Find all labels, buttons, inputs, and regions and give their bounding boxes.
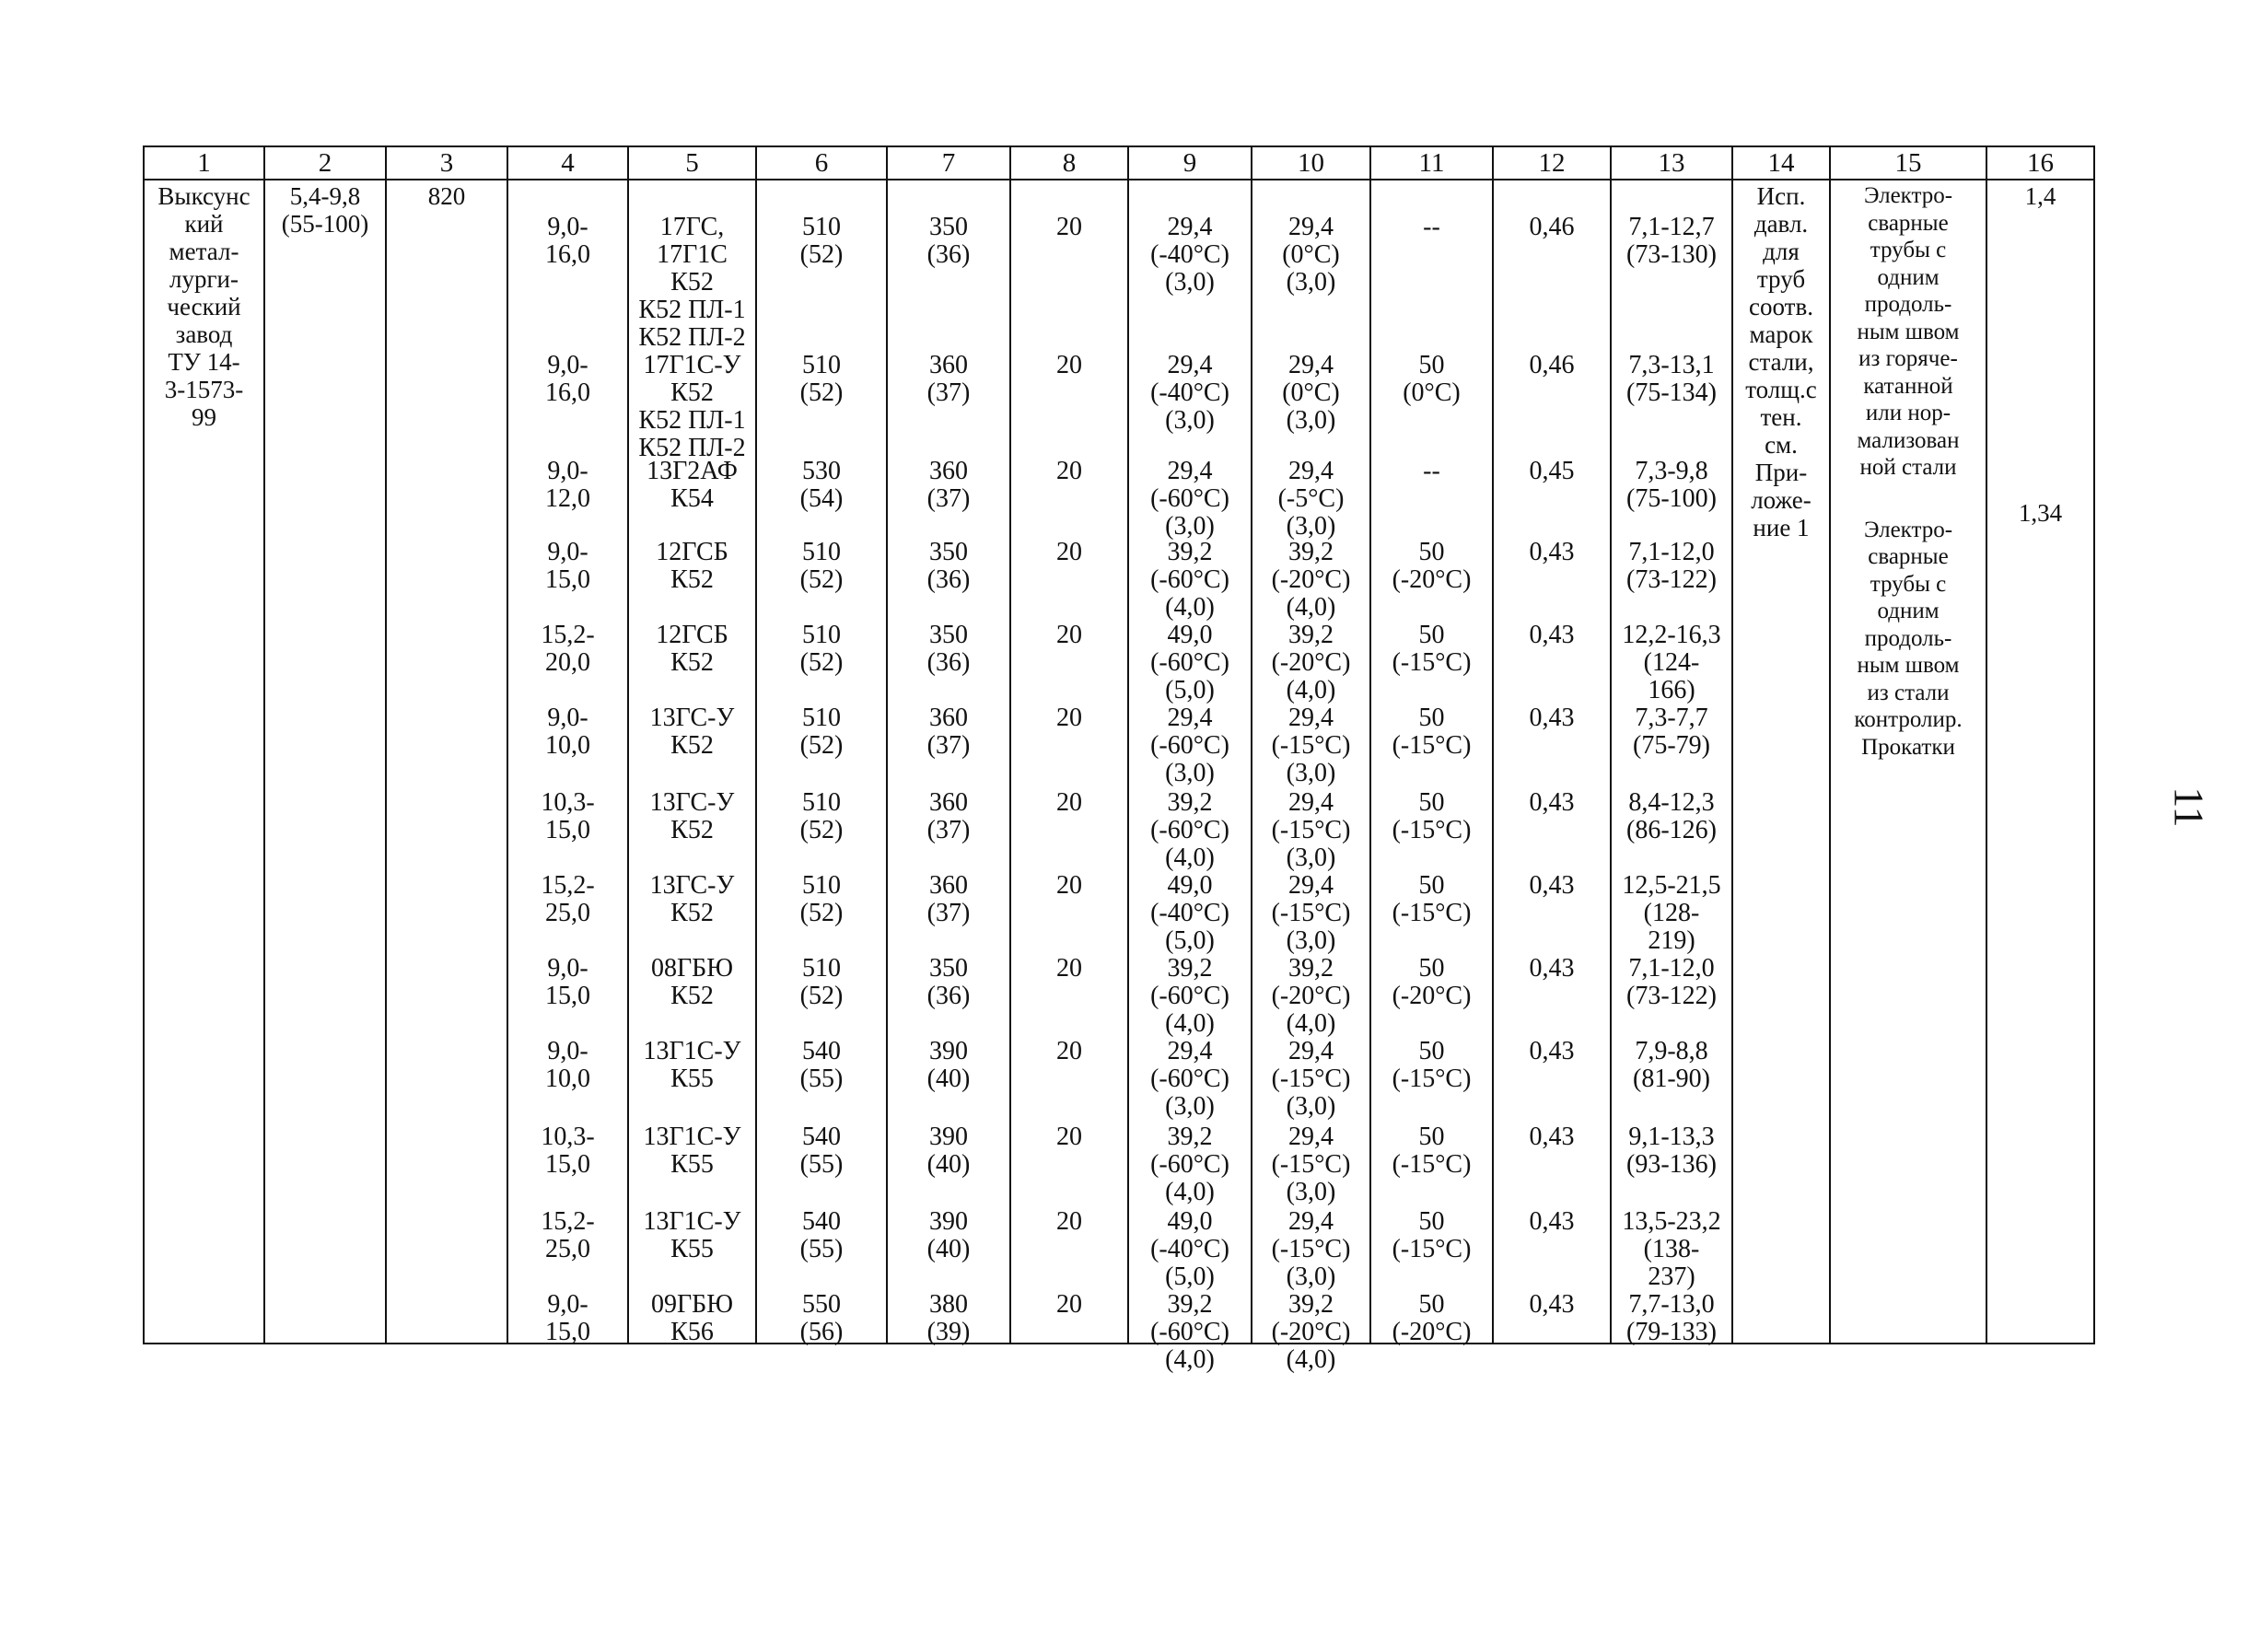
impact-base-value: 39,2 (-60°С) (4,0)	[1150, 1123, 1229, 1206]
pipe-spec-table	[143, 145, 2095, 1374]
elongation-value: 20	[1056, 954, 1082, 983]
yield-strength-column	[887, 180, 1010, 1344]
elongation-value: 20	[1056, 621, 1082, 649]
carbon-equivalent-value: 0,43	[1529, 788, 1575, 817]
column-number-row	[144, 146, 2094, 180]
wall-thickness-value: 9,0- 12,0	[545, 457, 590, 513]
pipe-type-cell	[1830, 180, 1986, 1344]
elongation-value: 20	[1056, 351, 1082, 379]
yield-strength-value: 350 (36)	[926, 538, 971, 594]
impact-weld-value: 29,4 (-15°С) (3,0)	[1271, 788, 1351, 872]
tensile-strength-value: 530 (54)	[799, 457, 844, 513]
impact-base-value: 29,4 (-40°С) (3,0)	[1150, 213, 1229, 297]
tensile-strength-value: 510 (52)	[799, 954, 844, 1010]
pressure-note: Исп. давл. для труб соотв. марок стали, толщ.с тен. см. При- ложе- ние 1	[1745, 182, 1817, 541]
carbon-equivalent-value: 0,43	[1529, 871, 1575, 900]
carbon-equivalent-value: 0,43	[1529, 1207, 1575, 1236]
col-header-6: 6	[756, 146, 887, 180]
carbon-equivalent-value: 0,43	[1529, 954, 1575, 983]
steel-grade-value: 17ГС, 17Г1С К52 К52 ПЛ-1 К52 ПЛ-2	[638, 213, 746, 352]
wall-thickness-value: 9,0- 16,0	[545, 351, 590, 407]
tensile-strength-value: 540 (55)	[799, 1123, 844, 1179]
col-header-5: 5	[628, 146, 756, 180]
page-number: 11	[2165, 786, 2213, 828]
carbon-equivalent-value: 0,43	[1529, 704, 1575, 732]
steel-grade-value: 13Г1С-У К55	[643, 1037, 741, 1093]
elongation-value: 20	[1056, 1123, 1082, 1151]
impact-weld-value: 39,2 (-20°С) (4,0)	[1271, 621, 1351, 704]
yield-strength-value: 390 (40)	[926, 1123, 971, 1179]
steel-grade-value: 13ГС-У К52	[649, 871, 735, 927]
test-pressure-value: 8,4-12,3 (86-126)	[1626, 788, 1717, 844]
elongation-value: 20	[1056, 1207, 1082, 1236]
wall-thickness-value: 9,0- 10,0	[545, 1037, 590, 1093]
carbon-equivalent-value: 0,45	[1529, 457, 1575, 485]
yield-strength-value: 360 (37)	[926, 351, 971, 407]
test-pressure-value: 7,1-12,7 (73-130)	[1626, 213, 1717, 269]
yield-strength-value: 360 (37)	[926, 788, 971, 844]
steel-grade-value: 08ГБЮ К52	[650, 954, 734, 1010]
col-header-3: 3	[386, 146, 507, 180]
elongation-value: 20	[1056, 213, 1082, 241]
shear-area-value: 50 (0°С)	[1403, 351, 1461, 407]
wall-thickness-value: 15,2- 25,0	[541, 871, 595, 927]
wall-thickness-value: 9,0- 10,0	[545, 704, 590, 760]
shear-column	[1370, 180, 1493, 1344]
shear-area-value: --	[1423, 213, 1440, 241]
test-pressure-column	[1611, 180, 1732, 1344]
wall-thickness-value: 15,2- 20,0	[541, 621, 595, 677]
tensile-strength-value: 510 (52)	[799, 351, 844, 407]
carbon-equivalent-value: 0,43	[1529, 621, 1575, 649]
col-header-13: 13	[1611, 146, 1732, 180]
shear-area-value: 50 (-15°С)	[1392, 1123, 1472, 1179]
tensile-strength-value: 510 (52)	[799, 704, 844, 760]
elongation-value: 20	[1056, 1290, 1082, 1319]
col-header-8: 8	[1010, 146, 1128, 180]
col-header-12: 12	[1493, 146, 1611, 180]
shear-area-value: 50 (-20°С)	[1392, 954, 1472, 1010]
elongation-value: 20	[1056, 1037, 1082, 1065]
manufacturer-cell	[144, 180, 264, 1344]
impact-base-value: 39,2 (-60°С) (4,0)	[1150, 538, 1229, 622]
shear-area-value: 50 (-15°С)	[1392, 871, 1472, 927]
test-pressure-value: 12,2-16,3 (124- 166)	[1622, 621, 1721, 704]
tensile-strength-value: 510 (52)	[799, 213, 844, 269]
steel-grade-value: 13ГС-У К52	[649, 788, 735, 844]
col-header-7: 7	[887, 146, 1010, 180]
wall-thickness-value: 10,3- 15,0	[541, 1123, 595, 1179]
impact-weld-value: 29,4 (-5°С) (3,0)	[1277, 457, 1345, 541]
steel-grade-value: 13Г1С-У К55	[643, 1207, 741, 1263]
test-pressure-value: 7,3-7,7 (75-79)	[1633, 704, 1710, 760]
pipe-type-1: Электро- сварные трубы с одним продоль- ным швом из горяче- катанной или нор- мализован ной стали	[1857, 183, 1960, 480]
impact-base-value: 49,0 (-40°С) (5,0)	[1150, 1207, 1229, 1291]
steel-grade-value: 09ГБЮ К56	[650, 1290, 734, 1346]
coefficient-cell	[1986, 180, 2094, 1344]
impact-base-value: 39,2 (-60°С) (4,0)	[1150, 1290, 1229, 1374]
col-header-16: 16	[1986, 146, 2094, 180]
shear-area-value: 50 (-15°С)	[1392, 704, 1472, 760]
impact-base-value: 29,4 (-60°С) (3,0)	[1150, 1037, 1229, 1121]
table-body-row	[144, 180, 2094, 1344]
yield-strength-value: 390 (40)	[926, 1037, 971, 1093]
impact-base-value: 39,2 (-60°С) (4,0)	[1150, 954, 1229, 1038]
elongation-value: 20	[1056, 704, 1082, 732]
yield-strength-value: 350 (36)	[926, 954, 971, 1010]
col-header-4: 4	[507, 146, 628, 180]
shear-area-value: 50 (-20°С)	[1392, 538, 1472, 594]
shear-area-value: 50 (-15°С)	[1392, 1037, 1472, 1093]
carbon-equivalent-value: 0,43	[1529, 538, 1575, 566]
test-pressure-value: 12,5-21,5 (128- 219)	[1622, 871, 1721, 955]
impact-weld-column	[1252, 180, 1370, 1374]
tensile-strength-value: 510 (52)	[799, 788, 844, 844]
yield-strength-value: 390 (40)	[926, 1207, 971, 1263]
impact-weld-value: 29,4 (0°С) (3,0)	[1282, 351, 1340, 435]
tensile-strength-value: 540 (55)	[799, 1207, 844, 1263]
carbon-equivalent-value: 0,43	[1529, 1290, 1575, 1319]
impact-base-value: 49,0 (-40°С) (5,0)	[1150, 871, 1229, 955]
shear-area-value: 50 (-15°С)	[1392, 788, 1472, 844]
impact-base-value: 49,0 (-60°С) (5,0)	[1150, 621, 1229, 704]
test-pressure-value: 7,1-12,0 (73-122)	[1626, 538, 1717, 594]
impact-weld-value: 29,4 (-15°С) (3,0)	[1271, 704, 1351, 787]
steel-grade-column	[628, 180, 756, 1344]
steel-grade-value: 13Г2АФ К54	[647, 457, 738, 513]
tensile-strength-column	[756, 180, 887, 1344]
elongation-value: 20	[1056, 538, 1082, 566]
wall-thickness-value: 9,0- 15,0	[545, 538, 590, 594]
tensile-strength-value: 510 (52)	[799, 621, 844, 677]
impact-weld-value: 29,4 (-15°С) (3,0)	[1271, 1037, 1351, 1121]
impact-weld-value: 39,2 (-20°С) (4,0)	[1271, 1290, 1351, 1374]
pressure-note-cell	[1732, 180, 1830, 1344]
diameter-cell	[386, 180, 507, 1344]
pressure-range: 5,4-9,8 (55-100)	[281, 182, 369, 238]
test-pressure-value: 7,9-8,8 (81-90)	[1633, 1037, 1710, 1093]
test-pressure-value: 13,5-23,2 (138- 237)	[1622, 1207, 1721, 1291]
specification-table-sheet	[143, 145, 2093, 1374]
test-pressure-value: 7,1-12,0 (73-122)	[1626, 954, 1717, 1010]
steel-grade-value: 13Г1С-У К55	[643, 1123, 741, 1179]
wall-thickness-value: 9,0- 15,0	[545, 1290, 590, 1346]
shear-area-value: 50 (-15°С)	[1392, 1207, 1472, 1263]
impact-base-value: 29,4 (-60°С) (3,0)	[1150, 704, 1229, 787]
steel-grade-value: 13ГС-У К52	[649, 704, 735, 760]
tensile-strength-value: 510 (52)	[799, 538, 844, 594]
carbon-equivalent-value: 0,43	[1529, 1037, 1575, 1065]
tensile-strength-value: 540 (55)	[799, 1037, 844, 1093]
steel-grade-value: 17Г1С-У К52 К52 ПЛ-1 К52 ПЛ-2	[638, 351, 746, 462]
coefficient-2: 1,34	[2018, 499, 2063, 527]
yield-strength-value: 350 (36)	[926, 213, 971, 269]
impact-base-column	[1128, 180, 1252, 1374]
wall-thickness-value: 15,2- 25,0	[541, 1207, 595, 1263]
yield-strength-value: 360 (37)	[926, 457, 971, 513]
shear-area-value: 50 (-15°С)	[1392, 621, 1472, 677]
wall-thickness-value: 9,0- 15,0	[545, 954, 590, 1010]
col-header-1: 1	[144, 146, 264, 180]
col-header-11: 11	[1370, 146, 1493, 180]
impact-base-value: 29,4 (-60°С) (3,0)	[1150, 457, 1229, 541]
yield-strength-value: 360 (37)	[926, 704, 971, 760]
carbon-equivalent-column	[1493, 180, 1611, 1344]
test-pressure-value: 7,3-9,8 (75-100)	[1626, 457, 1717, 513]
test-pressure-value: 7,3-13,1 (75-134)	[1626, 351, 1717, 407]
impact-base-value: 29,4 (-40°С) (3,0)	[1150, 351, 1229, 435]
impact-weld-value: 39,2 (-20°С) (4,0)	[1271, 954, 1351, 1038]
pressure-range-cell	[264, 180, 386, 1344]
shear-area-value: --	[1423, 457, 1440, 485]
steel-grade-value: 12ГСБ К52	[656, 538, 728, 594]
elongation-value: 20	[1056, 457, 1082, 485]
test-pressure-value: 7,7-13,0 (79-133)	[1626, 1290, 1717, 1346]
impact-weld-value: 39,2 (-20°С) (4,0)	[1271, 538, 1351, 622]
col-header-9: 9	[1128, 146, 1252, 180]
shear-area-value: 50 (-20°С)	[1392, 1290, 1472, 1346]
carbon-equivalent-value: 0,46	[1529, 213, 1575, 241]
wall-thickness-value: 10,3- 15,0	[541, 788, 595, 844]
impact-base-value: 39,2 (-60°С) (4,0)	[1150, 788, 1229, 872]
carbon-equivalent-value: 0,43	[1529, 1123, 1575, 1151]
impact-weld-value: 29,4 (-15°С) (3,0)	[1271, 1123, 1351, 1206]
diameter-value: 820	[427, 182, 466, 210]
tensile-strength-value: 510 (52)	[799, 871, 844, 927]
thickness-column	[507, 180, 628, 1344]
col-header-15: 15	[1830, 146, 1986, 180]
manufacturer-name: Выксунс кий метал- лурги- ческий завод ТУ 14- 3-1573- 99	[157, 182, 250, 431]
yield-strength-value: 350 (36)	[926, 621, 971, 677]
col-header-2: 2	[264, 146, 386, 180]
col-header-14: 14	[1732, 146, 1830, 180]
carbon-equivalent-value: 0,46	[1529, 351, 1575, 379]
impact-weld-value: 29,4 (0°С) (3,0)	[1282, 213, 1340, 297]
wall-thickness-value: 9,0- 16,0	[545, 213, 590, 269]
tensile-strength-value: 550 (56)	[799, 1290, 844, 1346]
impact-weld-value: 29,4 (-15°С) (3,0)	[1271, 1207, 1351, 1291]
yield-strength-value: 360 (37)	[926, 871, 971, 927]
elongation-value: 20	[1056, 871, 1082, 900]
impact-weld-value: 29,4 (-15°С) (3,0)	[1271, 871, 1351, 955]
pipe-type-2: Электро- сварные трубы с одним продоль- ным швом из стали контролир. Прокатки	[1854, 517, 1963, 760]
steel-grade-value: 12ГСБ К52	[656, 621, 728, 677]
coefficient-1: 1,4	[2024, 182, 2056, 210]
elongation-value: 20	[1056, 788, 1082, 817]
yield-strength-value: 380 (39)	[926, 1290, 971, 1346]
col-header-10: 10	[1252, 146, 1370, 180]
elongation-column	[1010, 180, 1128, 1344]
test-pressure-value: 9,1-13,3 (93-136)	[1626, 1123, 1717, 1179]
